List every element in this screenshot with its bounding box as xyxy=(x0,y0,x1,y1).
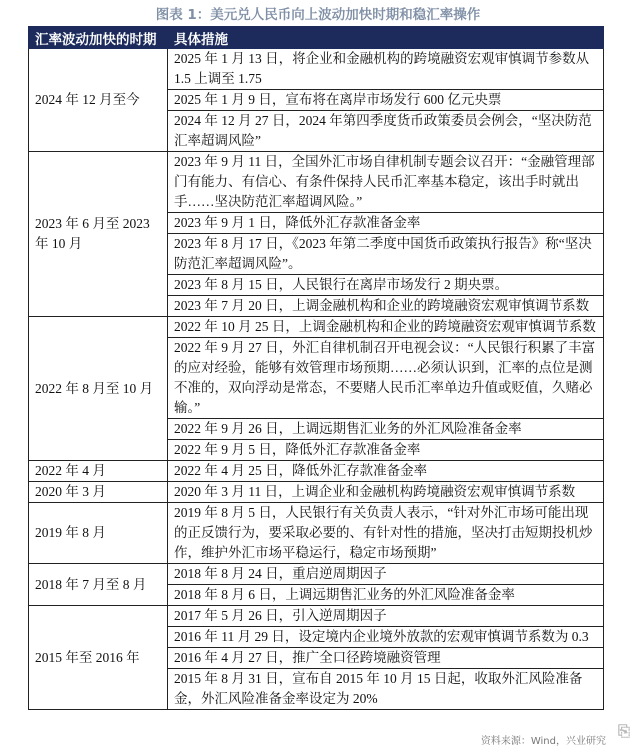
measure-cell: 2025 年 1 月 13 日，将企业和金融机构的跨境融资宏观审慎调节参数从 1.5 上调至 1.75 xyxy=(168,49,604,90)
table-row xyxy=(29,503,604,564)
measure-cell: 2020 年 3 月 11 日，上调企业和金融机构跨境融资宏观审慎调节系数 xyxy=(168,482,604,503)
source-note: 资料来源：Wind，兴业研究 xyxy=(480,736,606,747)
period-cell: 2019 年 8 月 xyxy=(29,503,168,564)
table-row xyxy=(29,606,604,627)
period-cell: 2022 年 8 月至 10 月 xyxy=(29,317,168,461)
measure-cell: 2023 年 9 月 1 日，降低外汇存款准备金率 xyxy=(168,213,604,234)
measure-cell: 2024 年 12 月 27 日，2024 年第四季度货币政策委员会例会，“坚决防范汇率超调风险” xyxy=(168,111,604,152)
watermark-logo: ⎘ xyxy=(617,722,630,740)
measure-cell: 2022 年 9 月 5 日，降低外汇存款准备金率 xyxy=(168,440,604,461)
table-row xyxy=(29,152,604,213)
measure-cell: 2022 年 9 月 27 日，外汇自律机制召开电视会议：“人民银行积累了丰富的应对经验，能够有效管理市场预期……必须认识到，汇率的点位是测不准的，双向浮动是常态，不要赌人民币汇率单边升值或贬值，久赌必输。” xyxy=(168,338,604,419)
measure-cell: 2019 年 8 月 5 日，人民银行有关负责人表示，“针对外汇市场可能出现的正反馈行为，要采取必要的、有针对性的措施，坚决打击短期投机炒作，维护外汇市场平稳运行，稳定市场预期” xyxy=(168,503,604,564)
measure-cell: 2023 年 8 月 17 日，《2023 年第二季度中国货币政策执行报告》称“坚决防范汇率超调风险”。 xyxy=(168,234,604,275)
measure-cell: 2023 年 8 月 15 日，人民银行在离岸市场发行 2 期央票。 xyxy=(168,275,604,296)
period-cell: 2023 年 6 月至 2023 年 10 月 xyxy=(29,152,168,317)
table-row xyxy=(29,564,604,585)
table-row xyxy=(29,317,604,338)
measure-cell: 2022 年 9 月 26 日，上调远期售汇业务的外汇风险准备金率 xyxy=(168,419,604,440)
period-cell: 2015 年至 2016 年 xyxy=(29,606,168,710)
measure-cell: 2022 年 10 月 25 日，上调金融机构和企业的跨境融资宏观审慎调节系数 xyxy=(168,317,604,338)
measure-cell: 2023 年 9 月 11 日，全国外汇市场自律机制专题会议召开：“金融管理部门有能力、有信心、有条件保持人民币汇率基本稳定，该出手时就出手……坚决防范汇率超调风险。” xyxy=(168,152,604,213)
measure-cell: 2025 年 1 月 9 日，宣布将在离岸市场发行 600 亿元央票 xyxy=(168,90,604,111)
period-cell: 2024 年 12 月至今 xyxy=(29,49,168,152)
header-measures: 具体措施 xyxy=(168,27,604,49)
measure-cell: 2018 年 8 月 24 日，重启逆周期因子 xyxy=(168,564,604,585)
measure-cell: 2018 年 8 月 6 日，上调远期售汇业务的外汇风险准备金率 xyxy=(168,585,604,606)
measure-cell: 2016 年 11 月 29 日，设定境内企业境外放款的宏观审慎调节系数为 0.3 xyxy=(168,627,604,648)
measure-cell: 2022 年 4 月 25 日，降低外汇存款准备金率 xyxy=(168,461,604,482)
measures-table xyxy=(28,26,604,710)
table-row xyxy=(29,461,604,482)
measure-cell: 2023 年 7 月 20 日，上调金融机构和企业的跨境融资宏观审慎调节系数 xyxy=(168,296,604,317)
measure-cell: 2017 年 5 月 26 日，引入逆周期因子 xyxy=(168,606,604,627)
table-header xyxy=(29,27,604,49)
figure-title: 图表 1：美元兑人民币向上波动加快时期和稳汇率操作 xyxy=(155,7,481,23)
period-cell: 2022 年 4 月 xyxy=(29,461,168,482)
period-cell: 2018 年 7 月至 8 月 xyxy=(29,564,168,606)
period-cell: 2020 年 3 月 xyxy=(29,482,168,503)
header-period: 汇率波动加快的时期 xyxy=(29,27,168,49)
table-row xyxy=(29,482,604,503)
table-row xyxy=(29,49,604,90)
measure-cell: 2016 年 4 月 27 日，推广全口径跨境融资管理 xyxy=(168,648,604,669)
measure-cell: 2015 年 8 月 31 日，宣布自 2015 年 10 月 15 日起，收取外汇风险准备金，外汇风险准备金率设定为 20% xyxy=(168,669,604,710)
